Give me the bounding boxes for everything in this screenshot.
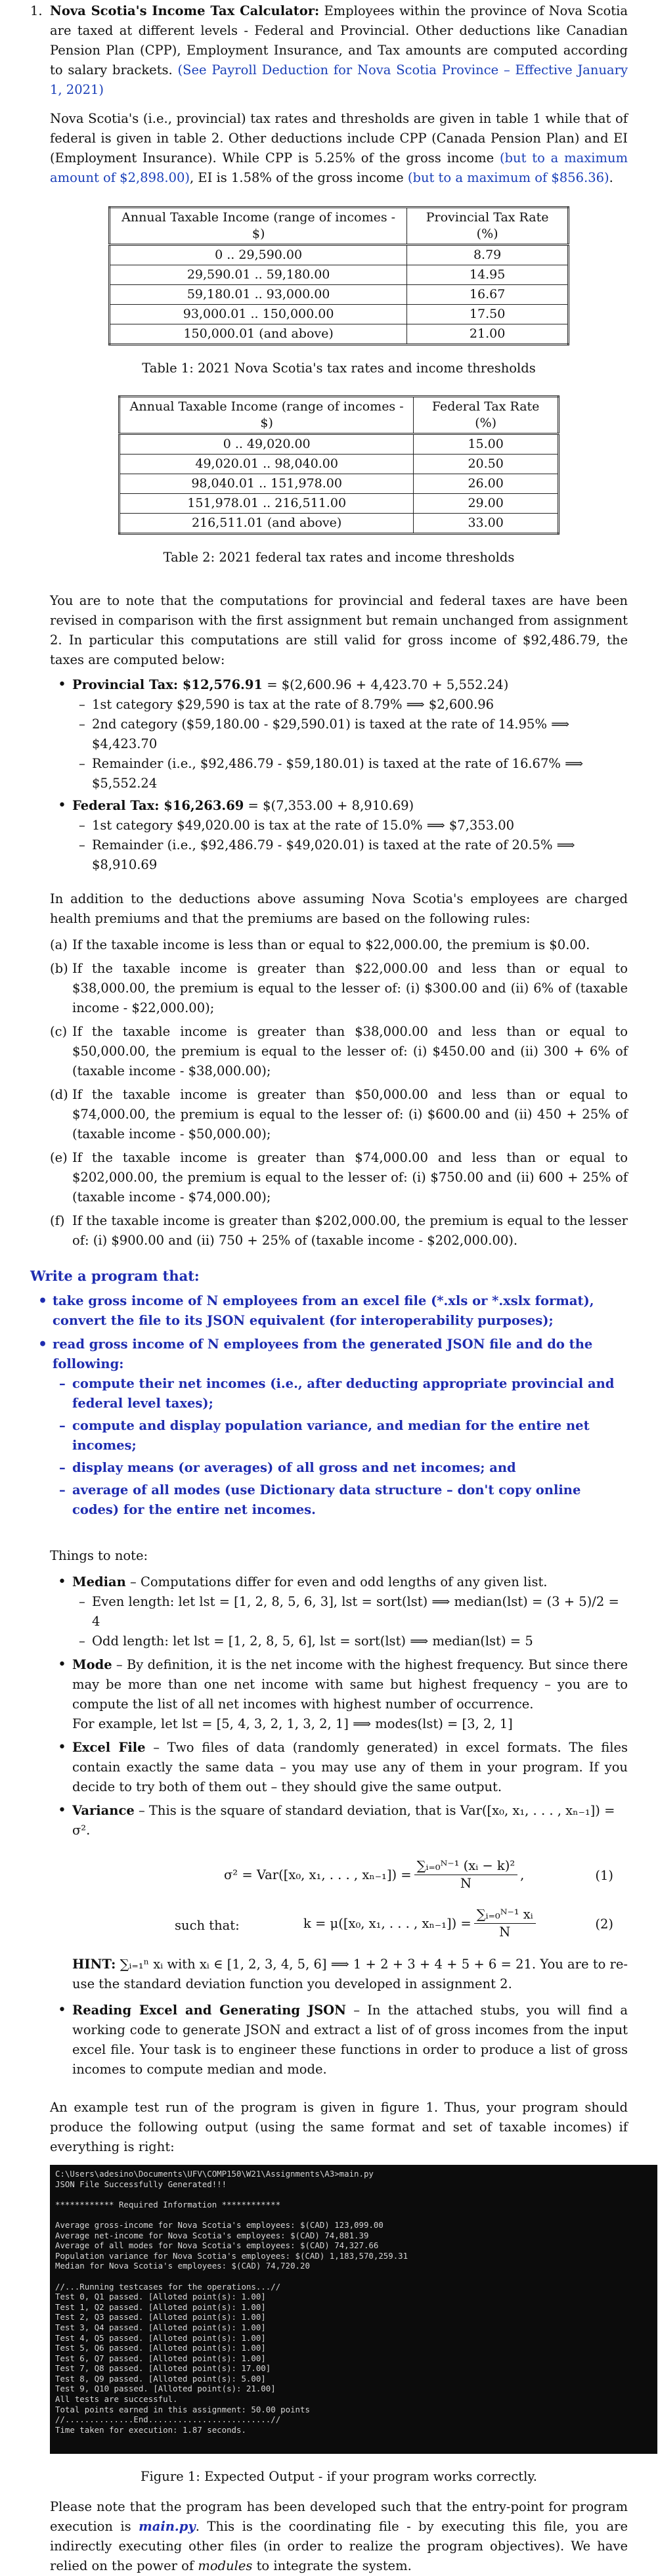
list-item: (f) If the taxable income is greater than $202,000.00, the premium is equal to the lesser of: (i) $900.00 and (ii) 750 + 25% of (taxable income - $202,000.00). xyxy=(50,1213,628,1248)
table-2-caption: Table 2: 2021 federal tax rates and income thresholds xyxy=(163,550,515,565)
excel-note: • Excel File – Two files of data (randomly generated) in excel formats. The files contain exactly the same data – you may use any of them in your program. If you decide to try both of them out – they should give the same output. xyxy=(50,1738,628,1797)
list-item: (b) If the taxable income is greater than $22,000.00 and less than or equal to $38,000.00, the premium is equal to the lesser of: (i) $300.00 and (ii) 6% of (taxable income - $22,000.00); xyxy=(50,961,628,1015)
terminal-line: Time taken for execution: 1.87 seconds. xyxy=(55,2424,246,2435)
federal-tax-item: • Federal Tax: $16,263.69 = $(7,353.00 + 8,910.69) – 1st category $49,020.00 is tax at the rate of 15.0% ⟹ $7,353.00 – Remainder (i.e., $92,486.79 - $49,020.01) is taxed at the rate of 20.5% ⟹ $8,910.69 xyxy=(50,796,628,875)
list-item: (d) If the taxable income is greater than $50,000.00 and less than or equal to $74,000.00, the premium is equal to the lesser of: (i) $600.00 and (ii) 450 + 25% of (taxable income - $50,000.00); xyxy=(50,1087,628,1142)
list-item: (e) If the taxable income is greater than $74,000.00 and less than or equal to $202,000.00, the premium is equal to the lesser of: (i) $750.00 and (ii) 600 + 25% of (taxable income - $74,000.00); xyxy=(50,1150,628,1205)
notes-list xyxy=(50,1572,628,1840)
list-item: – compute their net incomes (i.e., after deducting appropriate provincial and federal level taxes); xyxy=(53,1374,628,1413)
terminal-line: //..............End.........................// xyxy=(55,2414,281,2425)
table-row: 150,000.01 (and above) 21.00 xyxy=(110,324,569,345)
terminal-line: Average gross-income for Nova Scotia's employees: $(CAD) 123,099.00 xyxy=(55,2219,384,2230)
variance-equation: σ² = Var([x₀, x₁, . . . , xₙ₋₁]) = $\frac{\text{∑ᵢ₌₀ᴺ⁻¹ (xᵢ − k)²}}{N}$ , (1) xyxy=(224,1858,613,1891)
terminal-line: Test 3, Q4 passed. [Alloted point(s): 1.00] xyxy=(55,2322,266,2332)
list-item: – 2nd category ($59,180.00 - $29,590.01) is taxed at the rate of 14.95% ⟹ $4,423.70 xyxy=(72,715,628,754)
mean-equation: such that: k = μ([x₀, x₁, . . . , xₙ₋₁]) = $\frac{\text{∑ᵢ₌₀ᴺ⁻¹ xᵢ}}{N}$ (2) xyxy=(175,1907,613,1940)
table-row: 151,978.01 .. 216,511.00 29.00 xyxy=(120,494,559,514)
list-item: • read gross income of N employees from the generated JSON file and do the following: – compute their net incomes (i.e., after deducting appropriate provincial and federal level taxes); – compute and display population variance, and median for the entire net incomes; – display means (or averages) of all gross and net incomes; and – average of all modes (use Dictionary data structure – don't copy online codes) for the entire net incomes. xyxy=(30,1335,628,1520)
figure-1-caption: Figure 1: Expected Output - if your program works correctly. xyxy=(141,2469,537,2484)
list-item: – 1st category $29,590 is tax at the rate of 8.79% ⟹ $2,600.96 xyxy=(72,695,628,715)
table-2-header-rate: Federal Tax Rate (%) xyxy=(414,397,559,434)
terminal-line: JSON File Successfully Generated!!! xyxy=(55,2179,227,2189)
section-1 xyxy=(30,1,628,188)
terminal-line xyxy=(55,2271,652,2282)
premiums-section xyxy=(30,889,628,1251)
section-number: 1. xyxy=(30,3,43,18)
tax-breakdown-list xyxy=(50,675,628,875)
notes-heading: Things to note: xyxy=(50,1548,148,1563)
terminal-line: Test 7, Q8 passed. [Alloted point(s): 17.00] xyxy=(55,2363,271,2374)
list-item: – 1st category $49,020.00 is tax at the rate of 15.0% ⟹ $7,353.00 xyxy=(72,816,628,835)
table-2-block xyxy=(30,395,628,567)
terminal-line: Average of all modes for Nova Scotia's employees: $(CAD) 74,327.66 xyxy=(55,2240,379,2251)
terminal-line: Test 8, Q9 passed. [Alloted point(s): 5.00] xyxy=(55,2373,266,2384)
terminal-line: Test 9, Q10 passed. [Alloted point(s): 21.00] xyxy=(55,2384,276,2394)
terminal-line: //...Running testcases for the operations...// xyxy=(55,2281,281,2292)
terminal-line: Average net-income for Nova Scotia's employees: $(CAD) 74,881.39 xyxy=(55,2230,369,2240)
federal-tax-table xyxy=(118,395,559,535)
terminal-line xyxy=(55,2189,652,2200)
terminal-line: Test 5, Q6 passed. [Alloted point(s): 1.00] xyxy=(55,2343,266,2353)
computation-intro: You are to note that the computations for provincial and federal taxes are have been revised in comparison with the first assignment but remain unchanged from assignment 2. In particular this computations are still valid for gross income of $92,486.79, the taxes are computed below: xyxy=(50,593,628,667)
terminal-line: Total points earned in this assignment: 50.00 points xyxy=(55,2404,310,2414)
list-item: – Odd length: let lst = [1, 2, 8, 5, 6], lst = sort(lst) ⟹ median(lst) = 5 xyxy=(72,1632,628,1651)
terminal-line: All tests are successful. xyxy=(55,2394,178,2405)
table-2-header-income: Annual Taxable Income (range of incomes - $) xyxy=(120,397,414,434)
table-row: 0 .. 49,020.00 15.00 xyxy=(120,434,559,455)
list-item: – display means (or averages) of all gross and net incomes; and xyxy=(53,1458,628,1478)
payroll-deduction-link[interactable]: (See Payroll Deduction for Nova Scotia Province – Effective January 1, 2021) xyxy=(50,62,628,97)
rates-paragraph: Nova Scotia's (i.e., provincial) tax rates and thresholds are given in table 1 while that of federal is given in table 2. Other deductions include CPP (Canada Pension Plan) and EI (Employment Insurance). While CPP is 5.25% of the gross income (but to a maximum amount of $2,898.00), EI is 1.58% of the gross income (but to a maximum of $856.36). xyxy=(50,111,628,185)
table-row: 0 .. 29,590.00 8.79 xyxy=(110,245,569,265)
list-item: (c) If the taxable income is greater than $38,000.00 and less than or equal to $50,000.00, the premium is equal to the lesser of: (i) $450.00 and (ii) 300 + 6% of (taxable income - $38,000.00); xyxy=(50,1024,628,1078)
table-row: 59,180.01 .. 93,000.00 16.67 xyxy=(110,285,569,305)
table-row: 93,000.01 .. 150,000.00 17.50 xyxy=(110,305,569,324)
terminal-line: Median for Nova Scotia's employees: $(CAD) 74,720.20 xyxy=(55,2261,310,2271)
terminal-line: Test 6, Q7 passed. [Alloted point(s): 1.00] xyxy=(55,2353,266,2363)
computation-section xyxy=(30,591,628,875)
equation-tag: (2) xyxy=(595,1917,613,1932)
terminal-line xyxy=(55,2210,652,2220)
program-section xyxy=(30,1266,628,1520)
table-1-header-income: Annual Taxable Income (range of incomes - $) xyxy=(110,208,407,245)
terminal-output xyxy=(50,2165,657,2454)
main-py-filename: main.py xyxy=(139,2519,196,2534)
list-item: • take gross income of N employees from an excel file (*.xls or *.xslx format), convert the file to its JSON equivalent (for interoperability purposes); xyxy=(30,1291,628,1331)
premium-rules-list xyxy=(50,935,628,1251)
cpp-max-link[interactable]: (but to a maximum amount of $2,898.00) xyxy=(50,150,628,185)
section-1-intro: Nova Scotia's Income Tax Calculator: Employees within the province of Nova Scotia are taxed at different levels - Federal and Provincial. Other deductions like Canadian Pension Plan (CPP), Employment Insurance, and Tax amounts are computed according to salary brackets. (See Payroll Deduction for Nova Scotia Province – Effective January 1, 2021) xyxy=(50,3,628,97)
terminal-line: C:\Users\adesino\Documents\UFV\COMP150\W21\Assignments\A3>main.py xyxy=(55,2169,374,2179)
provincial-tax-item: • Provincial Tax: $12,576.91 = $(2,600.96 + 4,423.70 + 5,552.24) – 1st category $29,590 is tax at the rate of 8.79% ⟹ $2,600.96 – 2nd category ($59,180.00 - $29,590.01) is taxed at the rate of 14.95% ⟹ $4,423.70 – Remainder (i.e., $92,486.79 - $59,180.01) is taxed at the rate of 16.67% ⟹ $5,552.24 xyxy=(50,675,628,793)
list-item: – Even length: let lst = [1, 2, 8, 5, 6, 3], lst = sort(lst) ⟹ median(lst) = (3 + 5)/2 = 4 xyxy=(72,1592,628,1632)
table-1-block xyxy=(30,206,628,378)
table-row: 49,020.01 .. 98,040.00 20.50 xyxy=(120,455,559,474)
notes-section xyxy=(30,1546,628,2079)
list-item: – Remainder (i.e., $92,486.79 - $59,180.01) is taxed at the rate of 16.67% ⟹ $5,552.24 xyxy=(72,754,628,793)
variance-note: • Variance – This is the square of standard deviation, that is Var([x₀, x₁, . . . , xₙ₋₁]) = σ². xyxy=(50,1801,628,1840)
mode-note: • Mode – By definition, it is the net income with the highest frequency. But since there may be more than one net income with same but highest frequency – you are to compute the list of all net incomes with highest number of occurrence. For example, let lst = [5, 4, 3, 2, 1, 3, 2, 1] ⟹ modes(lst) = [3, 2, 1] xyxy=(50,1655,628,1734)
terminal-line: Population variance for Nova Scotia's employees: $(CAD) 1,183,570,259.31 xyxy=(55,2250,408,2261)
median-note: • Median – Computations differ for even and odd lengths of any given list. – Even length: let lst = [1, 2, 8, 5, 6, 3], lst = sort(lst) ⟹ median(lst) = (3 + 5)/2 = 4 – Odd length: let lst = [1, 2, 8, 5, 6], lst = sort(lst) ⟹ median(lst) = 5 xyxy=(50,1572,628,1651)
table-1-header-rate: Provincial Tax Rate (%) xyxy=(407,208,569,245)
premiums-intro: In addition to the deductions above assuming Nova Scotia's employees are charged health premiums and that the premiums are based on the following rules: xyxy=(50,891,628,926)
equation-tag: (1) xyxy=(595,1868,613,1883)
closing-paragraph: Please note that the program has been developed such that the entry-point for program execution is main.py. This is the coordinating file - by executing this file, you are indirectly executing other files (in order to realize the program objectives). We have relied on the power of modules to integrate the system. xyxy=(50,2499,628,2573)
program-requirements xyxy=(30,1291,628,1520)
terminal-line: Test 0, Q1 passed. [Alloted point(s): 1.00] xyxy=(55,2292,266,2302)
example-section xyxy=(30,2098,628,2576)
example-intro: An example test run of the program is given in figure 1. Thus, your program should produce the following output (using the same format and set of taxable incomes) if everything is right: xyxy=(50,2100,628,2154)
program-heading: Write a program that: xyxy=(30,1268,200,1284)
terminal-line: ************ Required Information ************ xyxy=(55,2199,281,2210)
json-note: • Reading Excel and Generating JSON – In the attached stubs, you will find a working code to generate JSON and extract a list of of gross incomes from the input excel file. Your task is to engineer these functions in order to produce a list of gross incomes to compute median and mode. xyxy=(50,2001,628,2079)
terminal-line: Test 4, Q5 passed. [Alloted point(s): 1.00] xyxy=(55,2332,266,2343)
list-item: – Remainder (i.e., $92,486.79 - $49,020.01) is taxed at the rate of 20.5% ⟹ $8,910.69 xyxy=(72,835,628,875)
list-item: – compute and display population variance, and median for the entire net incomes; xyxy=(53,1416,628,1455)
terminal-line: Test 2, Q3 passed. [Alloted point(s): 1.00] xyxy=(55,2312,266,2322)
provincial-tax-table xyxy=(108,206,569,345)
table-1-caption: Table 1: 2021 Nova Scotia's tax rates and income thresholds xyxy=(142,361,536,376)
ei-max-link[interactable]: (but to a maximum of $856.36) xyxy=(407,170,609,185)
terminal-line: Test 1, Q2 passed. [Alloted point(s): 1.00] xyxy=(55,2301,266,2312)
table-row: 29,590.01 .. 59,180.00 14.95 xyxy=(110,265,569,285)
list-item: (a) If the taxable income is less than or equal to $22,000.00, the premium is $0.00. xyxy=(50,937,590,952)
list-item: – average of all modes (use Dictionary data structure – don't copy online codes) for the entire net incomes. xyxy=(53,1480,628,1520)
table-row: 216,511.01 (and above) 33.00 xyxy=(120,514,559,534)
section-title: Nova Scotia's Income Tax Calculator: xyxy=(50,3,320,18)
table-row: 98,040.01 .. 151,978.00 26.00 xyxy=(120,474,559,494)
hint-paragraph: HINT: ∑ᵢ₌₁ⁿ xᵢ with xᵢ ∈ [1, 2, 3, 4, 5, 6] ⟹ 1 + 2 + 3 + 4 + 5 + 6 = 21. You are to re-use the standard deviation function you developed in assignment 2. xyxy=(72,1957,628,1991)
